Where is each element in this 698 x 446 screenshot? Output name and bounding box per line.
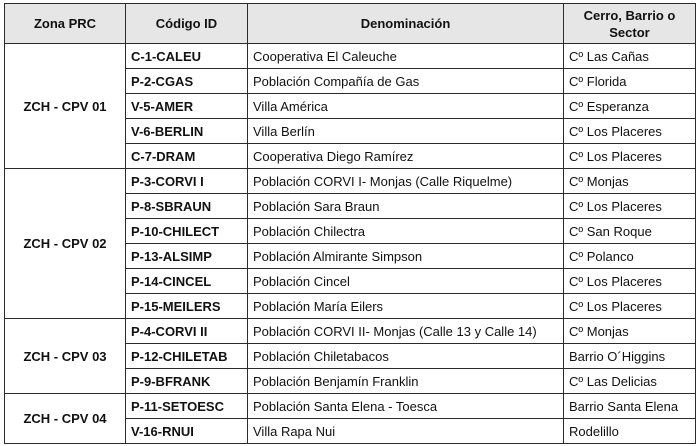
code-cell: P-12-CHILETAB — [126, 344, 248, 369]
denomination-cell: Población Almirante Simpson — [248, 244, 564, 269]
sector-cell: Cº Los Placeres — [564, 144, 696, 169]
code-cell: P-8-SBRAUN — [126, 194, 248, 219]
zone-cell: ZCH - CPV 04 — [5, 394, 126, 444]
zones-table — [4, 3, 696, 444]
code-cell: C-7-DRAM — [126, 144, 248, 169]
header-zona: Zona PRC — [5, 4, 126, 44]
denomination-cell: Cooperativa Diego Ramírez — [248, 144, 564, 169]
table-row — [5, 44, 696, 69]
denomination-cell: Población CORVI II- Monjas (Calle 13 y Calle 14) — [248, 319, 564, 344]
zone-cell: ZCH - CPV 01 — [5, 44, 126, 169]
code-cell: V-16-RNUI — [126, 419, 248, 444]
denomination-cell: Población Chilectra — [248, 219, 564, 244]
table-row — [5, 394, 696, 419]
denomination-cell: Cooperativa El Caleuche — [248, 44, 564, 69]
table-row — [5, 169, 696, 194]
sector-cell: Barrio O´Higgins — [564, 344, 696, 369]
sector-cell: Cº Polanco — [564, 244, 696, 269]
code-cell: V-6-BERLIN — [126, 119, 248, 144]
denomination-cell: Población Benjamín Franklin — [248, 369, 564, 394]
sector-cell: Cº San Roque — [564, 219, 696, 244]
denomination-cell: Población CORVI I- Monjas (Calle Riquelme) — [248, 169, 564, 194]
sector-cell: Cº Los Placeres — [564, 119, 696, 144]
header-codigo: Código ID — [126, 4, 248, 44]
zone-cell: ZCH - CPV 02 — [5, 169, 126, 319]
code-cell: V-5-AMER — [126, 94, 248, 119]
sector-cell: Cº Las Cañas — [564, 44, 696, 69]
denomination-cell: Población Chiletabacos — [248, 344, 564, 369]
denomination-cell: Población Compañía de Gas — [248, 69, 564, 94]
table-row — [5, 319, 696, 344]
header-denominacion: Denominación — [248, 4, 564, 44]
sector-cell: Barrio Santa Elena — [564, 394, 696, 419]
denomination-cell: Villa Berlín — [248, 119, 564, 144]
code-cell: P-13-ALSIMP — [126, 244, 248, 269]
sector-cell: Cº Los Placeres — [564, 194, 696, 219]
sector-cell: Cº Las Delicias — [564, 369, 696, 394]
denomination-cell: Población Sara Braun — [248, 194, 564, 219]
code-cell: C-1-CALEU — [126, 44, 248, 69]
code-cell: P-3-CORVI I — [126, 169, 248, 194]
zone-cell: ZCH - CPV 03 — [5, 319, 126, 394]
sector-cell: Cº Monjas — [564, 319, 696, 344]
code-cell: P-2-CGAS — [126, 69, 248, 94]
code-cell: P-4-CORVI II — [126, 319, 248, 344]
sector-cell: Cº Esperanza — [564, 94, 696, 119]
denomination-cell: Villa América — [248, 94, 564, 119]
header-row — [5, 4, 696, 44]
sector-cell: Cº Los Placeres — [564, 294, 696, 319]
denomination-cell: Villa Rapa Nui — [248, 419, 564, 444]
sector-cell: Cº Los Placeres — [564, 269, 696, 294]
denomination-cell: Población Cincel — [248, 269, 564, 294]
code-cell: P-11-SETOESC — [126, 394, 248, 419]
code-cell: P-15-MEILERS — [126, 294, 248, 319]
code-cell: P-9-BFRANK — [126, 369, 248, 394]
denomination-cell: Población Santa Elena - Toesca — [248, 394, 564, 419]
table-body — [5, 44, 696, 444]
code-cell: P-10-CHILECT — [126, 219, 248, 244]
code-cell: P-14-CINCEL — [126, 269, 248, 294]
header-sector: Cerro, Barrio o Sector — [564, 4, 696, 44]
sector-cell: Cº Monjas — [564, 169, 696, 194]
sector-cell: Cº Florida — [564, 69, 696, 94]
sector-cell: Rodelillo — [564, 419, 696, 444]
denomination-cell: Población María Eilers — [248, 294, 564, 319]
